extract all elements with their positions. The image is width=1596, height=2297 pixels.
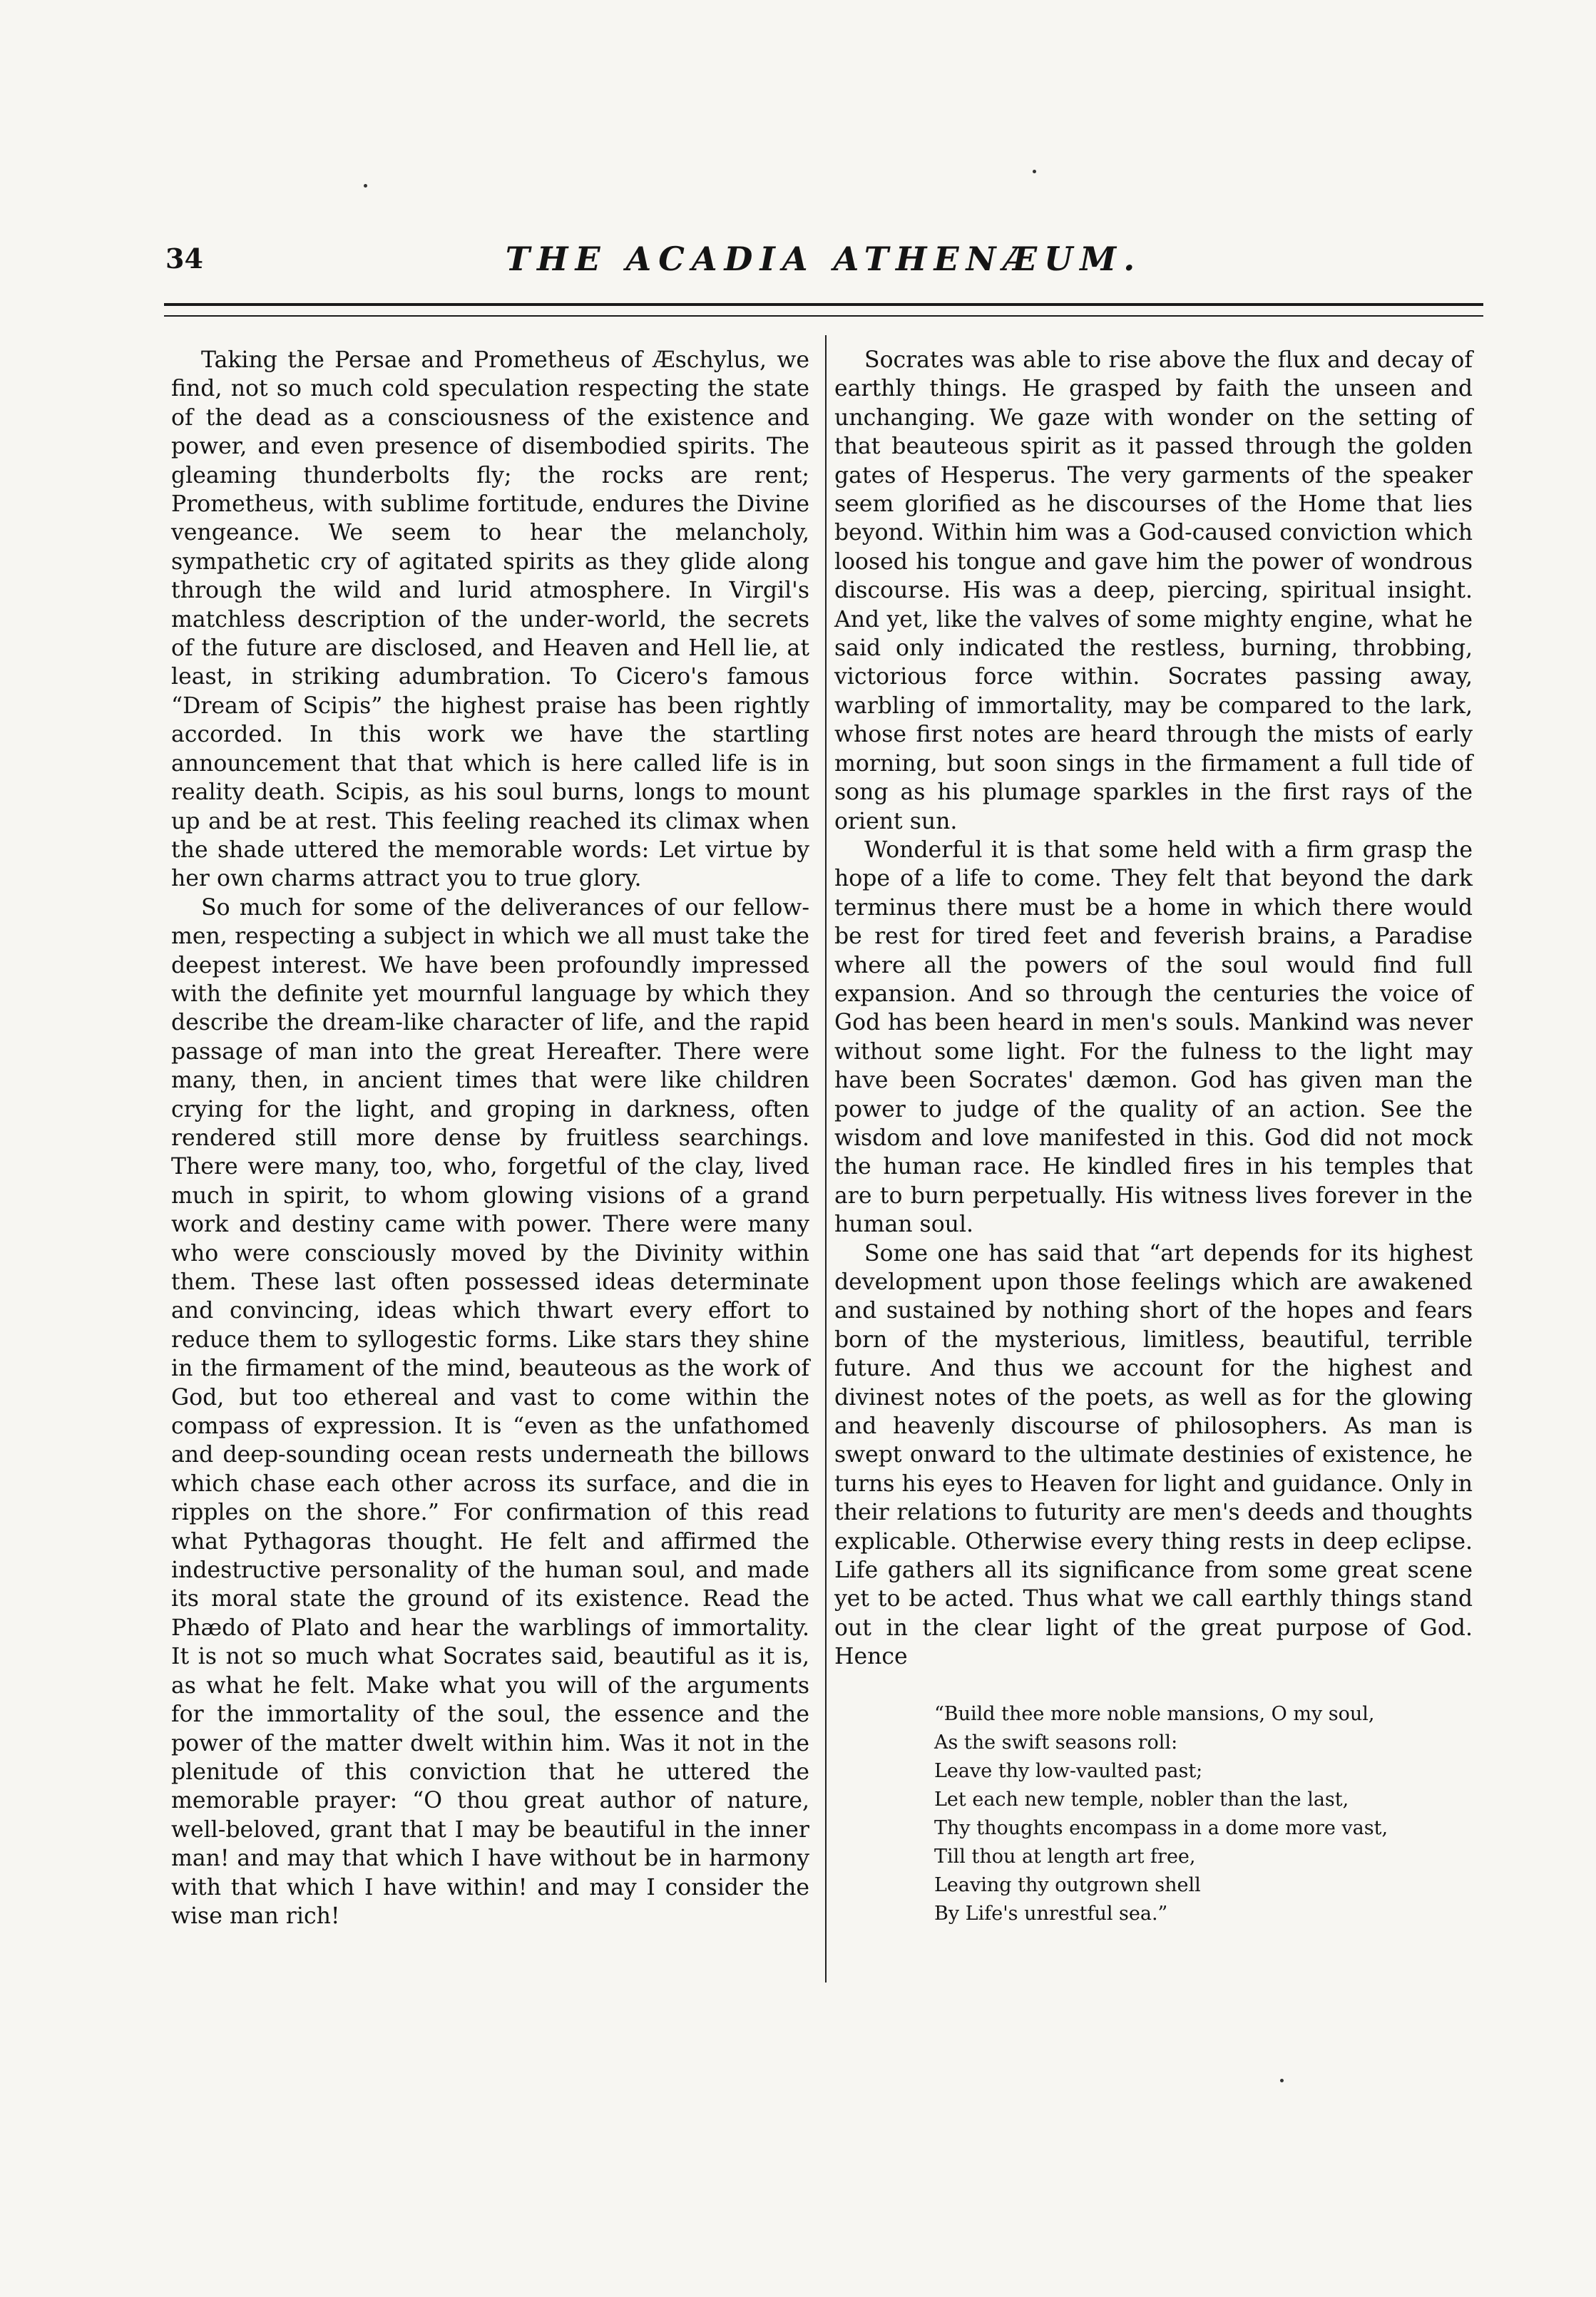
paragraph: Some one has said that “art depends for its highest development upon those feelings which are awakened and sustained by nothing short of the hopes and fears born of the mysterious, limitless, beautiful, terrible future. And thus we account for the highest and divinest notes of the poets, as well as for the glowing and heavenly discourse of philosophers. As man is swept onward to the ultimate destinies of existence, he turns his eyes to Heaven for light and guidance. Only in their relations to futurity are men's deeds and thoughts explicable. Otherwise every thing rests in deep eclipse. Life gathers all its significance from some great scene yet to be acted. Thus what we call earthly things stand out in the clear light of the great purpose of God. Hence — [834, 1240, 1473, 1670]
poem-line: Till thou at length art free, — [934, 1845, 1196, 1868]
page-number: 34 — [165, 242, 203, 275]
poem-line: “Build thee more noble mansions, O my soul, — [934, 1702, 1375, 1725]
scan-speck — [1280, 2079, 1284, 2082]
column-divider — [825, 335, 827, 1983]
header-rule-thin — [164, 315, 1483, 317]
poem-line: Let each new temple, nobler than the last, — [934, 1788, 1349, 1811]
poem-quote — [834, 1700, 1473, 1928]
right-column — [834, 346, 1473, 1928]
poem-line: Thy thoughts encompass in a dome more vast, — [934, 1816, 1388, 1839]
poem-line: As the swift seasons roll: — [934, 1731, 1178, 1754]
poem-line: Leaving thy outgrown shell — [934, 1873, 1201, 1896]
header-rule-thick — [164, 303, 1483, 306]
scan-speck — [364, 184, 367, 188]
scan-speck — [1033, 170, 1036, 173]
paragraph: Socrates was able to rise above the flux and decay of earthly things. He grasped by faith the unseen and unchanging. We gaze with wonder on the setting of that beauteous spirit as it passed through the golden gates of Hesperus. The very garments of the speaker seem glorified as he discourses of the Home that lies beyond. Within him was a God-caused conviction which loosed his tongue and gave him the power of wondrous discourse. His was a deep, piercing, spiritual insight. And yet, like the valves of some mighty engine, what he said only indicated the restless, burning, throbbing, victorious force within. Socrates passing away, warbling of immortality, may be compared to the lark, whose first notes are heard through the mists of early morning, but soon sings in the firmament a full tide of song as his plumage sparkles in the first rays of the orient sun. — [834, 347, 1473, 834]
left-column — [171, 346, 809, 1930]
journal-title: THE ACADIA ATHENÆUM. — [505, 240, 1142, 278]
poem-line: Leave thy low-vaulted past; — [934, 1759, 1203, 1782]
paragraph: So much for some of the deliverances of our fellow-men, respecting a subject in which we all must take the deepest interest. We have been profoundly impressed with the definite yet mournful language by which they describe the dream-like character of life, and the rapid passage of man into the great Hereafter. There were many, then, in ancient times that were like children crying for the light, and groping in darkness, often rendered still more dense by fruitless searchings. There were many, too, who, forgetful of the clay, lived much in spirit, to whom glowing visions of a grand work and destiny came with power. There were many who were consciously moved by the Divinity within them. These last often possessed ideas determinate and convincing, ideas which thwart every effort to reduce them to syllogestic forms. Like stars they shine in the firmament of the mind, beauteous as the work of God, but too ethereal and vast to come within the compass of expression. It is “even as the unfathomed and deep-sounding ocean rests underneath the billows which chase each other across its surface, and die in ripples on the shore.” For confirmation of this read what Pythagoras thought. He felt and affirmed the indestructive personality of the human soul, and made its moral state the ground of its existence. Read the Phædo of Plato and hear the warblings of immortality. It is not so much what Socrates said, beautiful as it is, as what he felt. Make what you will of the arguments for the immortality of the soul, the essence and the power of the matter dwelt within him. Was it not in the plenitude of this conviction that he uttered the memorable prayer: “O thou great author of nature, well-beloved, grant that I may be beautiful in the inner man! and may that which I have without be in harmony with that which I have within! and may I consider the wise man rich! — [171, 894, 809, 1929]
paragraph: Wonderful it is that some held with a firm grasp the hope of a life to come. They felt that beyond the dark terminus there must be a home in which there would be rest for tired feet and feverish brains, a Paradise where all the powers of the soul would find full expansion. And so through the centuries the voice of God has been heard in men's souls. Mankind was never without some light. For the fulness to the light may have been Socrates' dæmon. God has given man the power to judge of the quality of an action. See the wisdom and love manifested in this. God did not mock the human race. He kindled fires in his temples that are to burn perpetually. His witness lives forever in the human soul. — [834, 837, 1473, 1238]
paragraph: Taking the Persae and Prometheus of Æschylus, we find, not so much cold speculation respecting the state of the dead as a consciousness of the existence and power, and even presence of disembodied spirits. The gleaming thunderbolts fly; the rocks are rent; Prometheus, with sublime fortitude, endures the Divine vengeance. We seem to hear the melancholy, sympathetic cry of agitated spirits as they glide along through the wild and lurid atmosphere. In Virgil's matchless description of the under-world, the secrets of the future are disclosed, and Heaven and Hell lie, at least, in striking adumbration. To Cicero's famous “Dream of Scipis” the highest praise has been rightly accorded. In this work we have the startling announcement that that which is here called life is in reality death. Scipis, as his soul burns, longs to mount up and be at rest. This feeling reached its climax when the shade uttered the memorable words: Let virtue by her own charms attract you to true glory. — [171, 347, 809, 892]
poem-line: By Life's unrestful sea.” — [934, 1902, 1168, 1925]
running-header — [164, 242, 1483, 285]
